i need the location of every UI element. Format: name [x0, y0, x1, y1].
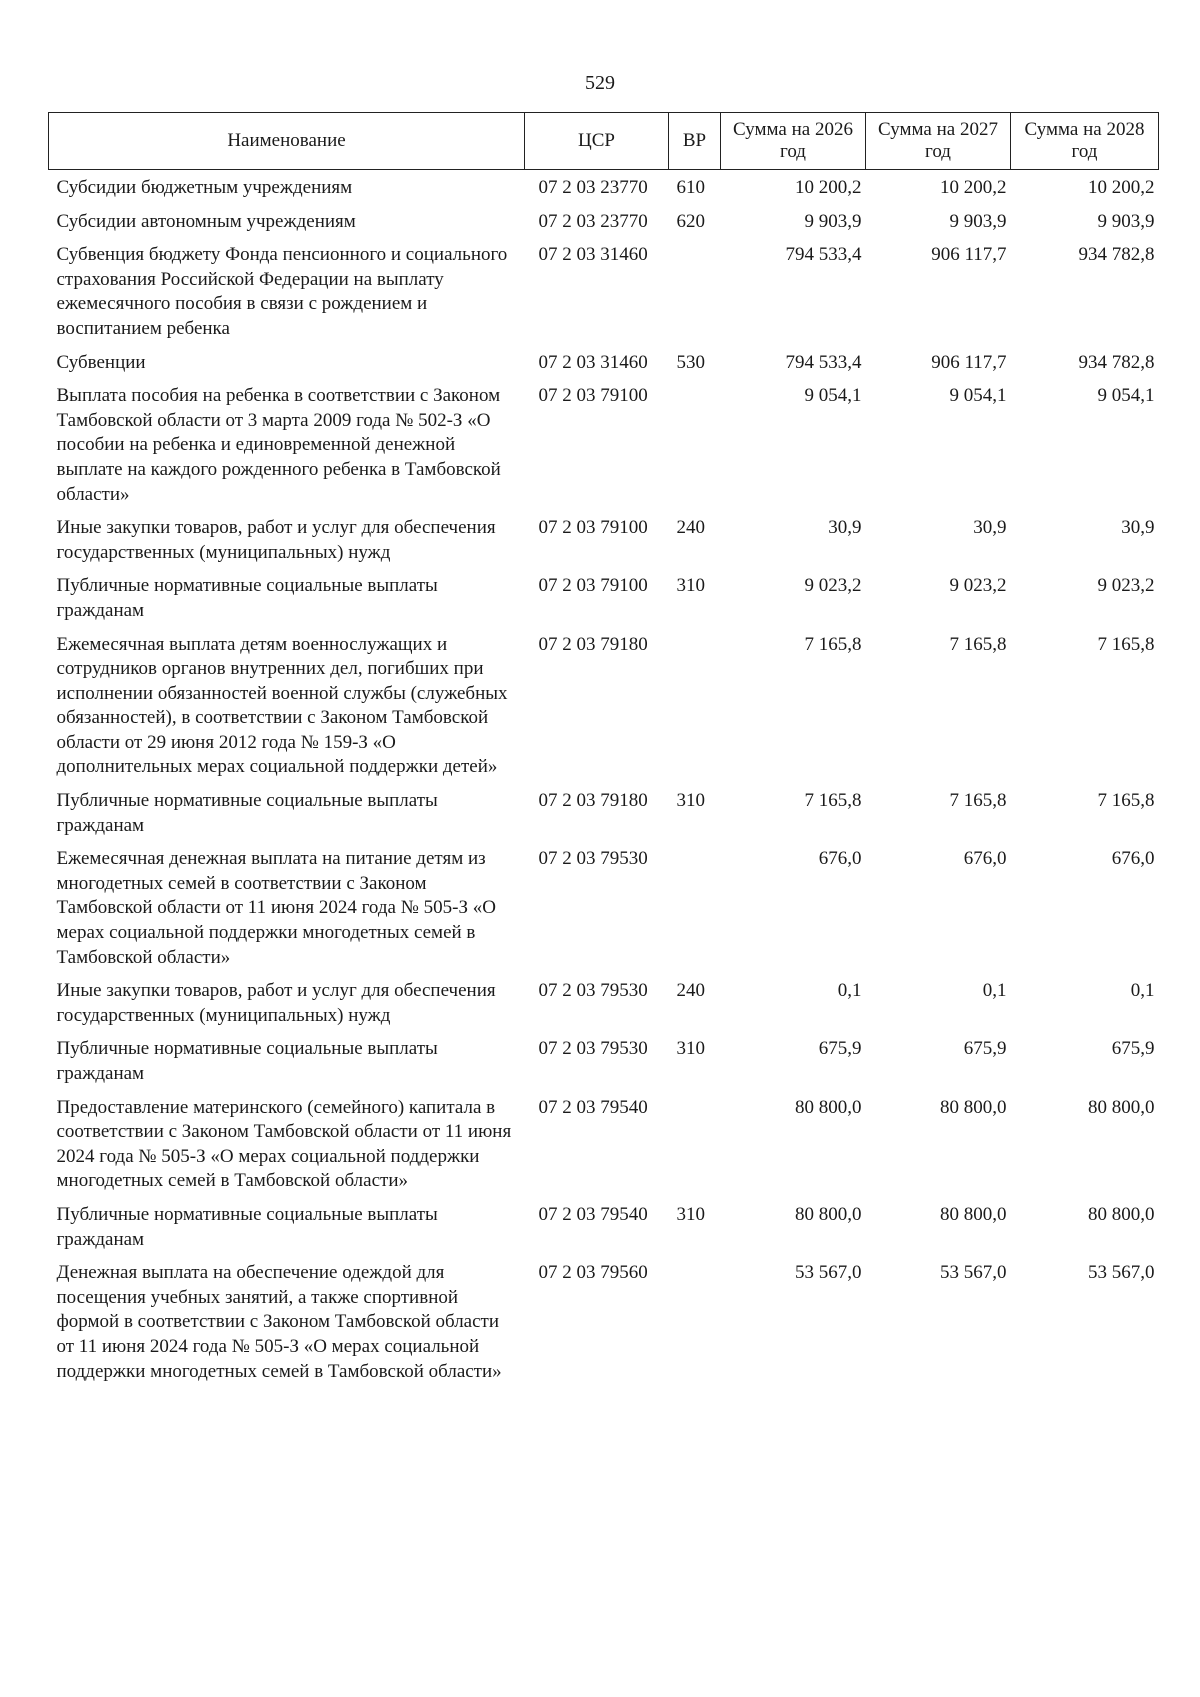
cell-sum-2027: 676,0	[963, 848, 1007, 870]
cell-csr: 07 2 03 31460	[538, 351, 648, 373]
cell-vr	[669, 842, 721, 974]
cell-sum-2027: 906 117,7	[931, 351, 1007, 373]
table-row	[49, 1091, 1159, 1198]
page-number: 529	[585, 72, 615, 94]
cell-sum-2026: 0,1	[837, 980, 862, 1002]
budget-table	[48, 112, 1159, 1388]
cell-csr: 07 2 03 23770	[538, 210, 648, 232]
cell-csr: 07 2 03 79530	[538, 980, 648, 1002]
cell-sum-2027: 30,9	[973, 517, 1007, 539]
header-sum-2027: Сумма на 2027 год	[866, 113, 1011, 170]
cell-csr: 07 2 03 79100	[538, 385, 648, 407]
cell-vr: 240	[676, 517, 705, 539]
cell-sum-2028: 53 567,0	[1088, 1262, 1155, 1284]
table-row	[49, 1032, 1159, 1090]
cell-sum-2026: 794 533,4	[785, 244, 862, 266]
header-name: Наименование	[49, 113, 525, 170]
table-row	[49, 511, 1159, 569]
cell-vr: 530	[676, 351, 705, 373]
cell-sum-2028: 675,9	[1111, 1038, 1155, 1060]
cell-vr	[669, 379, 721, 511]
cell-csr: 07 2 03 79540	[538, 1096, 648, 1118]
cell-sum-2028: 934 782,8	[1078, 351, 1155, 373]
cell-sum-2026: 80 800,0	[795, 1203, 862, 1225]
cell-sum-2028: 0,1	[1130, 980, 1155, 1002]
table-row	[49, 238, 1159, 345]
cell-sum-2028: 30,9	[1121, 517, 1155, 539]
cell-sum-2027: 10 200,2	[940, 177, 1007, 198]
cell-sum-2028: 80 800,0	[1088, 1203, 1155, 1225]
cell-name: Публичные нормативные социальные выплаты гражданам	[56, 1038, 438, 1084]
cell-sum-2026: 30,9	[828, 517, 862, 539]
cell-sum-2027: 7 165,8	[949, 790, 1007, 812]
cell-sum-2027: 0,1	[982, 980, 1007, 1002]
cell-sum-2027: 9 903,9	[949, 210, 1007, 232]
header-csr: ЦСР	[525, 113, 669, 170]
cell-sum-2026: 9 054,1	[804, 385, 862, 407]
cell-sum-2027: 906 117,7	[931, 244, 1007, 266]
header-sum-2028: Сумма на 2028 год	[1011, 113, 1159, 170]
cell-sum-2028: 934 782,8	[1078, 244, 1155, 266]
table-row	[49, 784, 1159, 842]
cell-sum-2026: 7 165,8	[804, 790, 862, 812]
cell-sum-2028: 9 903,9	[1097, 210, 1155, 232]
cell-sum-2027: 9 054,1	[949, 385, 1007, 407]
cell-sum-2026: 9 903,9	[804, 210, 862, 232]
cell-sum-2026: 53 567,0	[795, 1262, 862, 1284]
cell-name: Субвенции	[56, 351, 146, 373]
cell-name: Денежная выплата на обеспечение одеждой для посещения учебных занятий, а также спортивной формой в соответствии с Законом Тамбовской области от 11 июня 2024 года № 505-З «О мерах социальной поддержки многодетных семей в Тамбовской области»	[56, 1262, 502, 1382]
cell-sum-2026: 10 200,2	[795, 177, 862, 198]
cell-vr: 310	[676, 1038, 705, 1060]
table-row	[49, 1256, 1159, 1388]
cell-name: Выплата пособия на ребенка в соответствии с Законом Тамбовской области от 3 марта 2009 года № 502-З «О пособии на ребенка и единовременной денежной выплате на каждого рожденного ребенка в Тамбовской области»	[56, 385, 501, 505]
cell-name: Иные закупки товаров, работ и услуг для обеспечения государственных (муниципальных) нужд	[56, 517, 496, 563]
cell-sum-2028: 80 800,0	[1088, 1096, 1155, 1118]
table-body	[49, 170, 1159, 1389]
cell-name: Ежемесячная денежная выплата на питание детям из многодетных семей в соответствии с Законом Тамбовской области от 11 июня 2024 года № 505-З «О мерах социальной поддержки многодетных семей в Тамбовской области»	[56, 848, 496, 968]
cell-csr: 07 2 03 79530	[538, 848, 648, 870]
cell-csr: 07 2 03 79100	[538, 517, 648, 539]
cell-name: Публичные нормативные социальные выплаты гражданам	[56, 575, 438, 621]
cell-name: Предоставление материнского (семейного) капитала в соответствии с Законом Тамбовской области от 11 июня 2024 года № 505-З «О мерах социальной поддержки многодетных семей в Тамбовской области»	[56, 1096, 512, 1192]
cell-name: Субсидии бюджетным учреждениям	[56, 177, 353, 198]
cell-name: Субвенция бюджету Фонда пенсионного и социального страхования Российской Федерации на выплату ежемесячного пособия в связи с рождением и воспитанием ребенка	[56, 244, 508, 339]
cell-vr: 310	[676, 790, 705, 812]
cell-csr: 07 2 03 79560	[538, 1262, 648, 1284]
table-row	[49, 1198, 1159, 1256]
cell-csr: 07 2 03 79530	[538, 1038, 648, 1060]
table-row	[49, 569, 1159, 627]
cell-sum-2028: 7 165,8	[1097, 633, 1155, 655]
cell-csr: 07 2 03 23770	[538, 177, 648, 198]
header-sum-2026: Сумма на 2026 год	[721, 113, 866, 170]
cell-sum-2027: 53 567,0	[940, 1262, 1007, 1284]
cell-csr: 07 2 03 31460	[538, 244, 648, 266]
cell-sum-2026: 80 800,0	[795, 1096, 862, 1118]
cell-sum-2028: 9 054,1	[1097, 385, 1155, 407]
cell-sum-2027: 675,9	[963, 1038, 1007, 1060]
table-row	[49, 170, 1159, 205]
cell-sum-2026: 7 165,8	[804, 633, 862, 655]
cell-sum-2026: 794 533,4	[785, 351, 862, 373]
cell-sum-2027: 9 023,2	[949, 575, 1007, 597]
cell-sum-2027: 7 165,8	[949, 633, 1007, 655]
cell-sum-2028: 10 200,2	[1088, 177, 1155, 198]
cell-csr: 07 2 03 79180	[538, 790, 648, 812]
cell-csr: 07 2 03 79540	[538, 1203, 648, 1225]
cell-csr: 07 2 03 79180	[538, 633, 648, 655]
cell-name: Иные закупки товаров, работ и услуг для обеспечения государственных (муниципальных) нужд	[56, 980, 496, 1026]
cell-sum-2026: 9 023,2	[804, 575, 862, 597]
cell-sum-2028: 9 023,2	[1097, 575, 1155, 597]
cell-sum-2027: 80 800,0	[940, 1096, 1007, 1118]
cell-vr: 620	[676, 210, 705, 232]
header-vr: ВР	[669, 113, 721, 170]
cell-sum-2028: 7 165,8	[1097, 790, 1155, 812]
table-row	[49, 205, 1159, 239]
cell-vr	[669, 1091, 721, 1198]
cell-sum-2026: 675,9	[818, 1038, 862, 1060]
cell-vr: 610	[676, 177, 705, 198]
cell-vr	[669, 1256, 721, 1388]
table-row	[49, 842, 1159, 974]
cell-vr: 310	[676, 575, 705, 597]
cell-vr: 240	[676, 980, 705, 1002]
cell-sum-2028: 676,0	[1111, 848, 1155, 870]
cell-vr: 310	[676, 1203, 705, 1225]
cell-vr	[669, 628, 721, 785]
cell-csr: 07 2 03 79100	[538, 575, 648, 597]
table-row	[49, 379, 1159, 511]
table-row	[49, 346, 1159, 380]
cell-name: Публичные нормативные социальные выплаты гражданам	[56, 790, 438, 836]
cell-sum-2026: 676,0	[818, 848, 862, 870]
cell-sum-2027: 80 800,0	[940, 1203, 1007, 1225]
table-header	[49, 113, 1159, 170]
cell-vr	[669, 238, 721, 345]
cell-name: Субсидии автономным учреждениям	[56, 210, 356, 232]
table-row	[49, 628, 1159, 785]
cell-name: Ежемесячная выплата детям военнослужащих и сотрудников органов внутренних дел, погибших при исполнении обязанностей военной службы (служебных обязанностей), в соответствии с Законом Тамбовской области от 29 июня 2012 года № 159-З «О дополнительных мерах социальной поддержки детей»	[56, 633, 508, 778]
cell-name: Публичные нормативные социальные выплаты гражданам	[56, 1203, 438, 1250]
table-row	[49, 974, 1159, 1032]
